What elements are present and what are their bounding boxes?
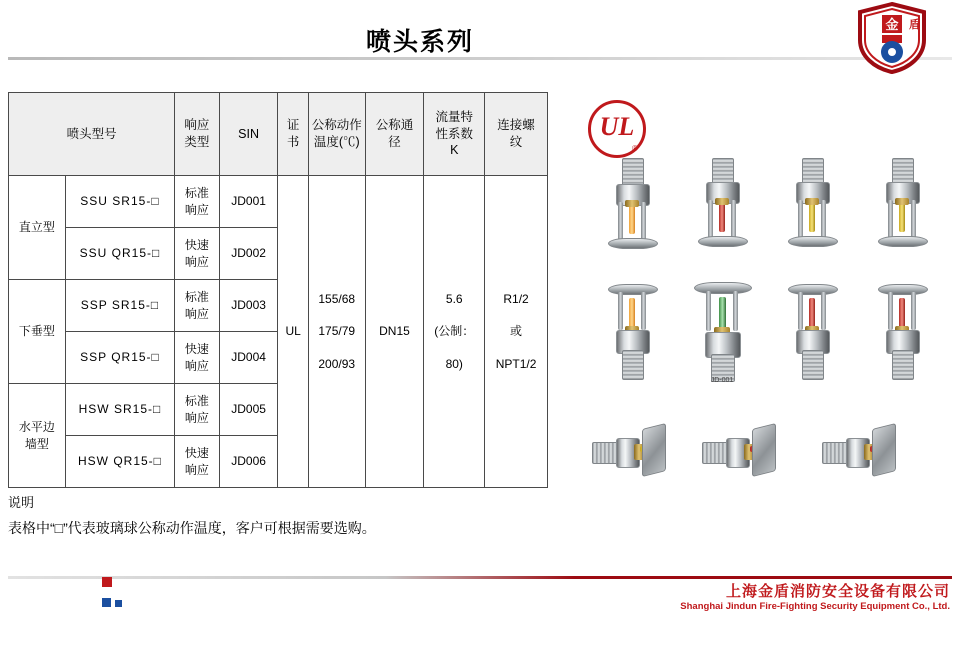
notes-body: 表格中“□”代表玻璃球公称动作温度，客户可根据需要选购。 bbox=[8, 520, 376, 536]
response-cell: 快速 响应 bbox=[175, 436, 220, 488]
pendent-sprinkler-4 bbox=[864, 282, 940, 394]
svg-text:金: 金 bbox=[885, 17, 899, 32]
deflector bbox=[788, 236, 838, 247]
upright-sprinkler-1 bbox=[594, 154, 670, 266]
response-cell: 标准 响应 bbox=[175, 280, 220, 332]
frame-arm-left bbox=[888, 200, 893, 238]
sprinkler-spec-table bbox=[8, 92, 548, 488]
header-thread: 连接螺 纹 bbox=[485, 93, 548, 176]
sprinkler-model-label: JD-001 bbox=[710, 377, 734, 384]
page-header bbox=[0, 0, 960, 76]
sin-cell: JD002 bbox=[219, 228, 278, 280]
frame-arm-right bbox=[641, 292, 646, 330]
sin-cell: JD005 bbox=[219, 384, 278, 436]
frame-arm-right bbox=[821, 200, 826, 238]
model-cell: HSW SR15-□ bbox=[65, 384, 174, 436]
sidewall-sprinkler-2 bbox=[700, 414, 776, 498]
pendent-sprinkler-3 bbox=[774, 282, 850, 394]
footer-square-blue-1 bbox=[102, 598, 111, 607]
notes-title: 说明 bbox=[8, 495, 35, 510]
company-name-en: Shanghai Jindun Fire-Fighting Security Equipment Co., Ltd. bbox=[680, 601, 950, 612]
model-cell: SSP SR15-□ bbox=[65, 280, 174, 332]
glass-bulb bbox=[809, 202, 815, 232]
table-row bbox=[9, 176, 548, 228]
category-upright: 直立型 bbox=[9, 176, 66, 280]
model-cell: SSU QR15-□ bbox=[65, 228, 174, 280]
deflector-plate bbox=[752, 423, 776, 477]
pendent-sprinkler-2 bbox=[684, 280, 760, 392]
k-factor-cell: 5.6 (公制： 80) bbox=[424, 176, 485, 488]
deflector bbox=[608, 284, 658, 295]
brass-seat bbox=[715, 198, 729, 205]
glass-bulb bbox=[629, 204, 635, 234]
header-sin: SIN bbox=[219, 93, 278, 176]
response-cell: 标准 响应 bbox=[175, 384, 220, 436]
shield-icon bbox=[856, 2, 928, 74]
thread-cell: R1/2 或 NPT1/2 bbox=[485, 176, 548, 488]
temperature-cell: 155/68 175/79 200/93 bbox=[308, 176, 365, 488]
sin-cell: JD006 bbox=[219, 436, 278, 488]
footer-square-blue-2 bbox=[115, 600, 122, 607]
frame-arm-right bbox=[911, 200, 916, 238]
table-header-row bbox=[9, 93, 548, 176]
deflector-plate bbox=[872, 423, 896, 477]
frame-arm-left bbox=[798, 200, 803, 238]
response-cell: 快速 响应 bbox=[175, 228, 220, 280]
brass-seat bbox=[805, 198, 819, 205]
glass-bulb bbox=[719, 297, 726, 329]
thread-section bbox=[892, 350, 914, 380]
header-response: 响应 类型 bbox=[175, 93, 220, 176]
footer-square-red bbox=[102, 577, 112, 587]
company-logo bbox=[856, 2, 928, 74]
svg-text:盾: 盾 bbox=[909, 19, 920, 31]
pendent-sprinkler-1 bbox=[594, 282, 670, 394]
sin-cell: JD004 bbox=[219, 332, 278, 384]
sidewall-sprinkler-1 bbox=[590, 414, 666, 498]
frame-arm-left bbox=[706, 291, 711, 331]
upright-sprinkler-3 bbox=[774, 154, 850, 266]
company-name-cn: 上海金盾消防安全设备有限公司 bbox=[725, 583, 950, 600]
sidewall-sprinkler-3 bbox=[820, 414, 896, 498]
frame-arm-left bbox=[618, 292, 623, 330]
response-cell: 快速 响应 bbox=[175, 332, 220, 384]
sin-cell: JD001 bbox=[219, 176, 278, 228]
frame-arm-right bbox=[731, 200, 736, 238]
sin-cell: JD003 bbox=[219, 280, 278, 332]
frame-arm-left bbox=[798, 292, 803, 330]
glass-bulb bbox=[899, 298, 905, 328]
glass-bulb bbox=[899, 202, 905, 232]
glass-bulb bbox=[719, 202, 725, 232]
deflector bbox=[608, 238, 658, 249]
upright-sprinkler-2 bbox=[684, 154, 760, 266]
header-cert: 证 书 bbox=[278, 93, 308, 176]
deflector-plate bbox=[642, 423, 666, 477]
response-cell: 标准 响应 bbox=[175, 176, 220, 228]
deflector bbox=[788, 284, 838, 295]
deflector bbox=[878, 284, 928, 295]
upright-sprinkler-4 bbox=[864, 154, 940, 266]
header-diameter: 公称通 径 bbox=[365, 93, 424, 176]
glass-bulb bbox=[629, 298, 635, 328]
product-image-area bbox=[570, 92, 952, 512]
category-pendent: 下垂型 bbox=[9, 280, 66, 384]
frame-arm-left bbox=[618, 202, 623, 240]
model-cell: HSW QR15-□ bbox=[65, 436, 174, 488]
thread-section bbox=[802, 350, 824, 380]
header-divider bbox=[8, 57, 952, 60]
cert-cell: UL bbox=[278, 176, 308, 488]
header-temperature: 公称动作 温度(℃) bbox=[308, 93, 365, 176]
header-model: 喷头型号 bbox=[9, 93, 175, 176]
deflector bbox=[694, 282, 752, 294]
frame-arm-right bbox=[733, 291, 738, 331]
deflector bbox=[878, 236, 928, 247]
brass-seat bbox=[895, 198, 909, 205]
model-cell: SSP QR15-□ bbox=[65, 332, 174, 384]
frame-arm-right bbox=[911, 292, 916, 330]
frame-arm-left bbox=[708, 200, 713, 238]
brass-seat bbox=[625, 200, 639, 207]
deflector bbox=[698, 236, 748, 247]
notes-block bbox=[8, 492, 568, 539]
ul-text: UL bbox=[599, 112, 635, 141]
model-cell: SSU SR15-□ bbox=[65, 176, 174, 228]
frame-arm-right bbox=[641, 202, 646, 240]
header-k-factor: 流量特 性系数 K bbox=[424, 93, 485, 176]
glass-bulb bbox=[809, 298, 815, 328]
frame-arm-left bbox=[888, 292, 893, 330]
ul-registered-mark: ® bbox=[632, 144, 638, 153]
thread-section bbox=[622, 350, 644, 380]
frame-arm-right bbox=[821, 292, 826, 330]
footer-divider bbox=[8, 576, 952, 579]
page-title: 喷头系列 bbox=[365, 28, 474, 56]
diameter-cell: DN15 bbox=[365, 176, 424, 488]
category-sidewall: 水平边 墙型 bbox=[9, 384, 66, 488]
